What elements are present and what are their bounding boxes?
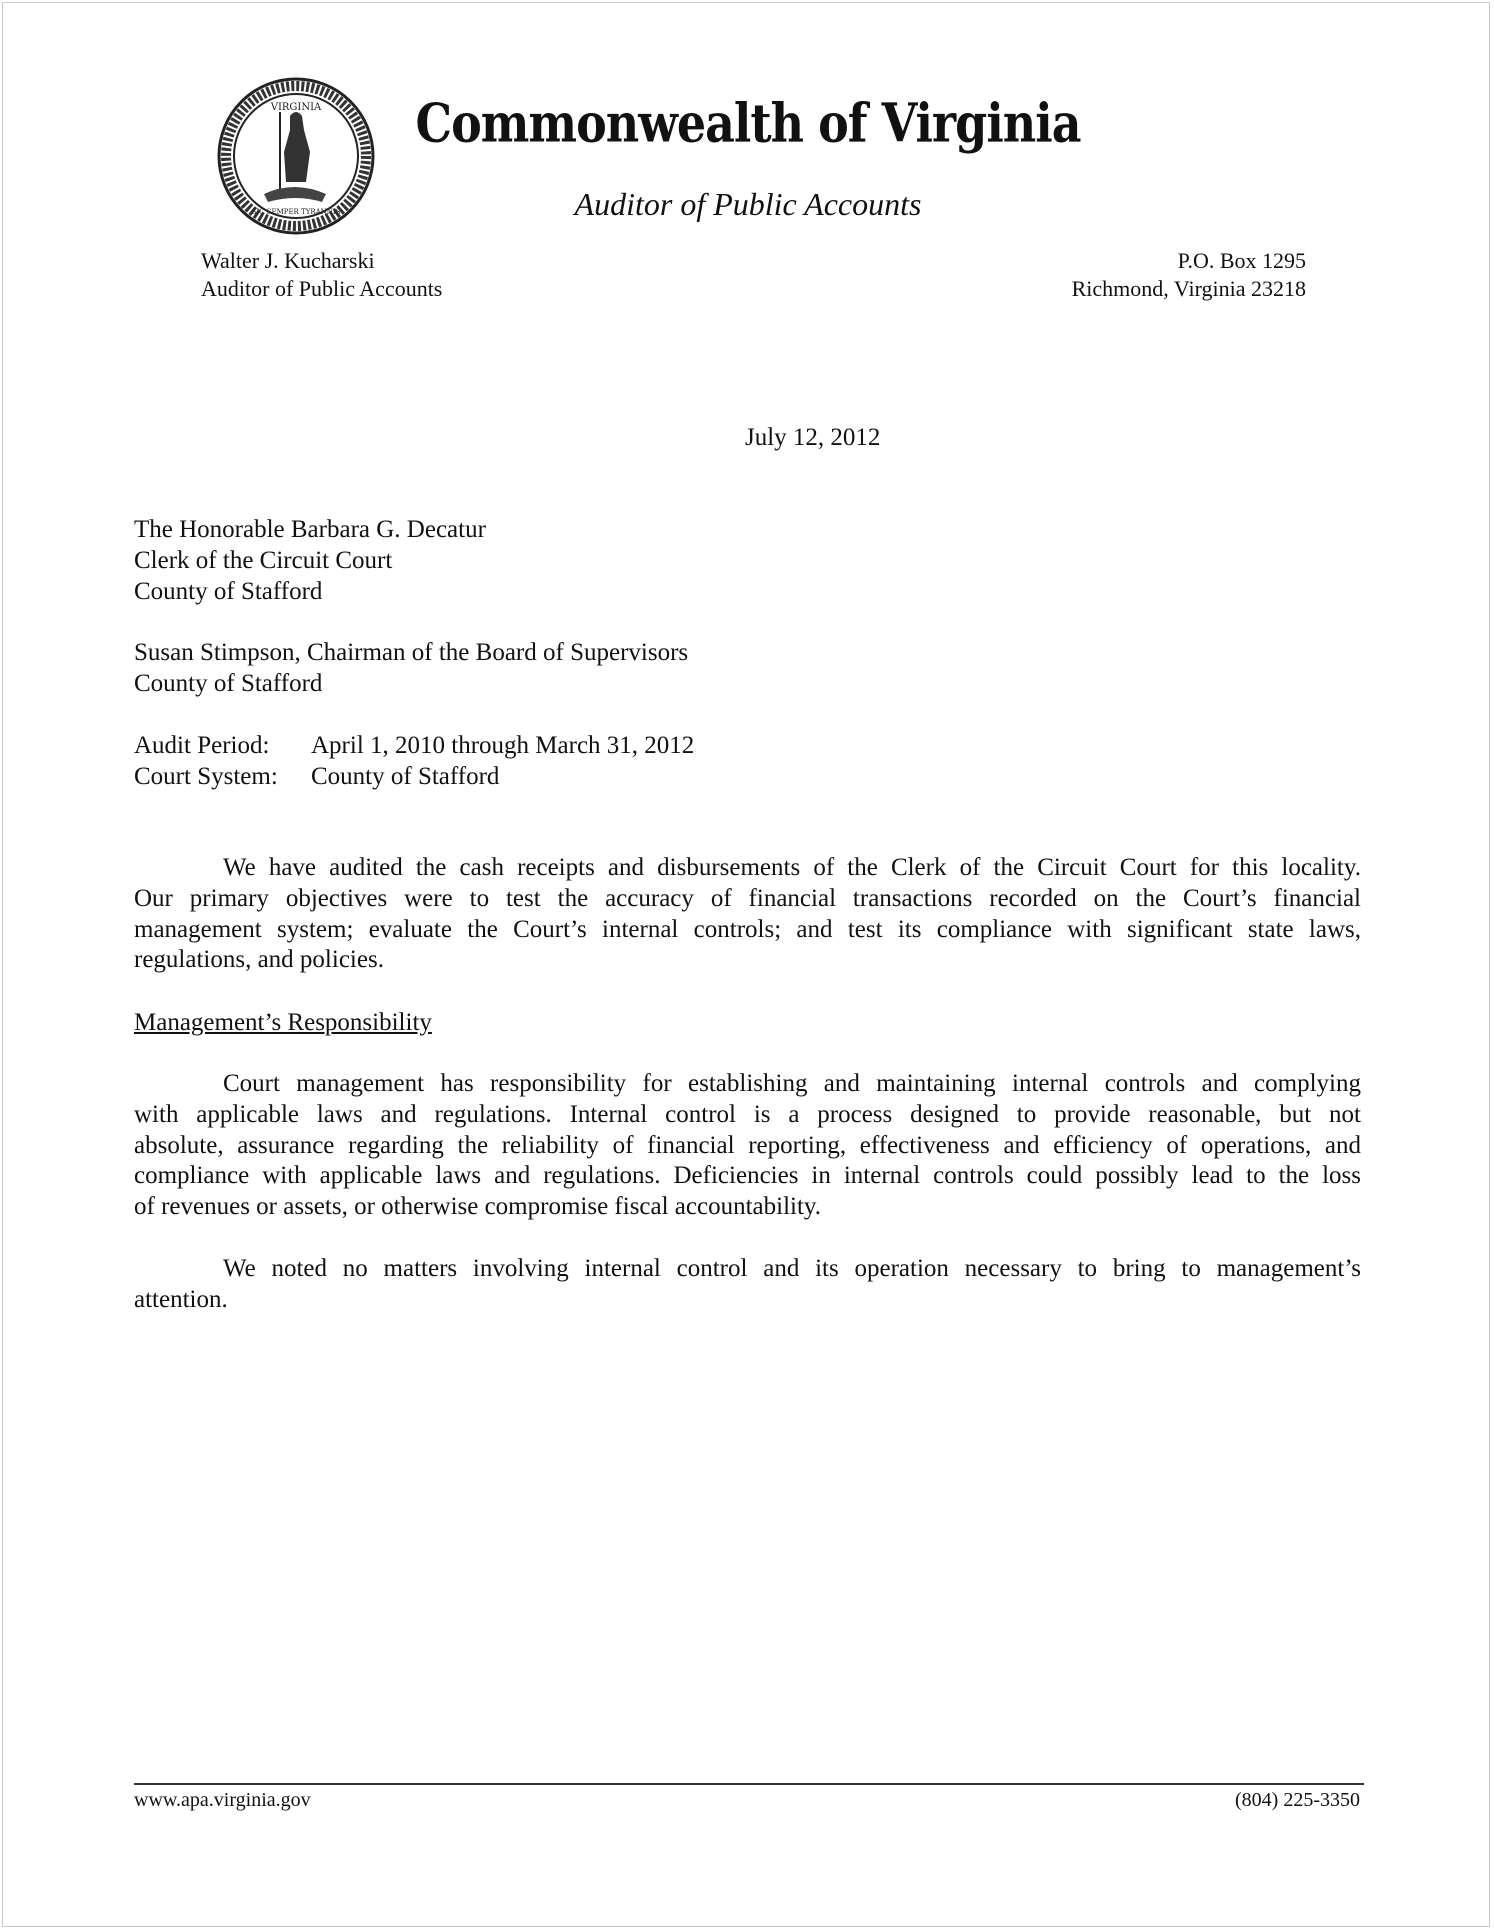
paragraph-responsibility bbox=[134, 1069, 1361, 1223]
paragraph-findings bbox=[134, 1254, 1361, 1316]
paragraph-line: regulations, and policies. bbox=[134, 946, 384, 974]
paragraph-line: management system; evaluate the Court’s internal controls; and test its compliance with significant state laws, bbox=[134, 915, 1361, 943]
paragraph-line: Our primary objectives were to test the accuracy of financial transactions recorded on the Court’s financial bbox=[134, 884, 1361, 912]
paragraph-intro bbox=[134, 853, 1361, 976]
recipient-line: County of Stafford bbox=[134, 577, 323, 605]
recipient-line: The Honorable Barbara G. Decatur bbox=[134, 516, 486, 543]
paragraph-line: of revenues or assets, or otherwise compromise fiscal accountability. bbox=[134, 1193, 822, 1221]
sender-block bbox=[201, 247, 442, 303]
paragraph-line: attention. bbox=[134, 1285, 228, 1313]
footer-website: www.apa.virginia.gov bbox=[134, 1789, 311, 1811]
audit-period-label: Audit Period: bbox=[134, 732, 270, 759]
paragraph-line: Court management has responsibility for establishing and maintaining internal controls and complying bbox=[223, 1070, 1361, 1097]
sender-title: Auditor of Public Accounts bbox=[201, 276, 443, 301]
audit-period-value: April 1, 2010 through March 31, 2012 bbox=[311, 732, 695, 759]
letter-date: July 12, 2012 bbox=[745, 424, 881, 451]
paragraph-line: We have audited the cash receipts and disbursements of the Clerk of the Circuit Court for this locality. bbox=[223, 854, 1361, 881]
recipient-block bbox=[134, 638, 688, 700]
recipient-block bbox=[134, 515, 486, 607]
virginia-seal-logo bbox=[216, 76, 376, 236]
section-heading: Management’s Responsibility bbox=[134, 1009, 432, 1036]
address-line: Richmond, Virginia 23218 bbox=[1071, 276, 1306, 301]
svg-text:VIRGINIA: VIRGINIA bbox=[270, 102, 322, 113]
paragraph-line: compliance with applicable laws and regulations. Deficiencies in internal controls could possibly lead to the loss bbox=[134, 1162, 1361, 1190]
address-line: P.O. Box 1295 bbox=[1177, 248, 1306, 273]
court-system-label: Court System: bbox=[134, 762, 278, 790]
letterhead-title: Commonwealth of Virginia bbox=[415, 91, 1081, 155]
svg-text:SIC SEMPER TYRANNIS: SIC SEMPER TYRANNIS bbox=[251, 208, 341, 216]
sender-name: Walter J. Kucharski bbox=[201, 248, 375, 273]
recipient-line: Susan Stimpson, Chairman of the Board of Supervisors bbox=[134, 639, 689, 666]
audit-info bbox=[134, 731, 694, 793]
paragraph-line: absolute, assurance regarding the reliability of financial reporting, effectiveness and efficiency of operations, and bbox=[134, 1131, 1361, 1159]
address-block bbox=[1072, 247, 1306, 303]
paragraph-line: with applicable laws and regulations. Internal control is a process designed to provide reasonable, but not bbox=[134, 1100, 1361, 1128]
footer-divider bbox=[134, 1783, 1364, 1785]
letterhead-subtitle: Auditor of Public Accounts bbox=[574, 186, 922, 222]
paragraph-line: We noted no matters involving internal control and its operation necessary to bring to management’s bbox=[223, 1255, 1361, 1282]
recipient-line: Clerk of the Circuit Court bbox=[134, 546, 393, 574]
footer-phone: (804) 225-3350 bbox=[1235, 1789, 1360, 1811]
court-system-value: County of Stafford bbox=[311, 762, 500, 790]
recipient-line: County of Stafford bbox=[134, 669, 323, 697]
